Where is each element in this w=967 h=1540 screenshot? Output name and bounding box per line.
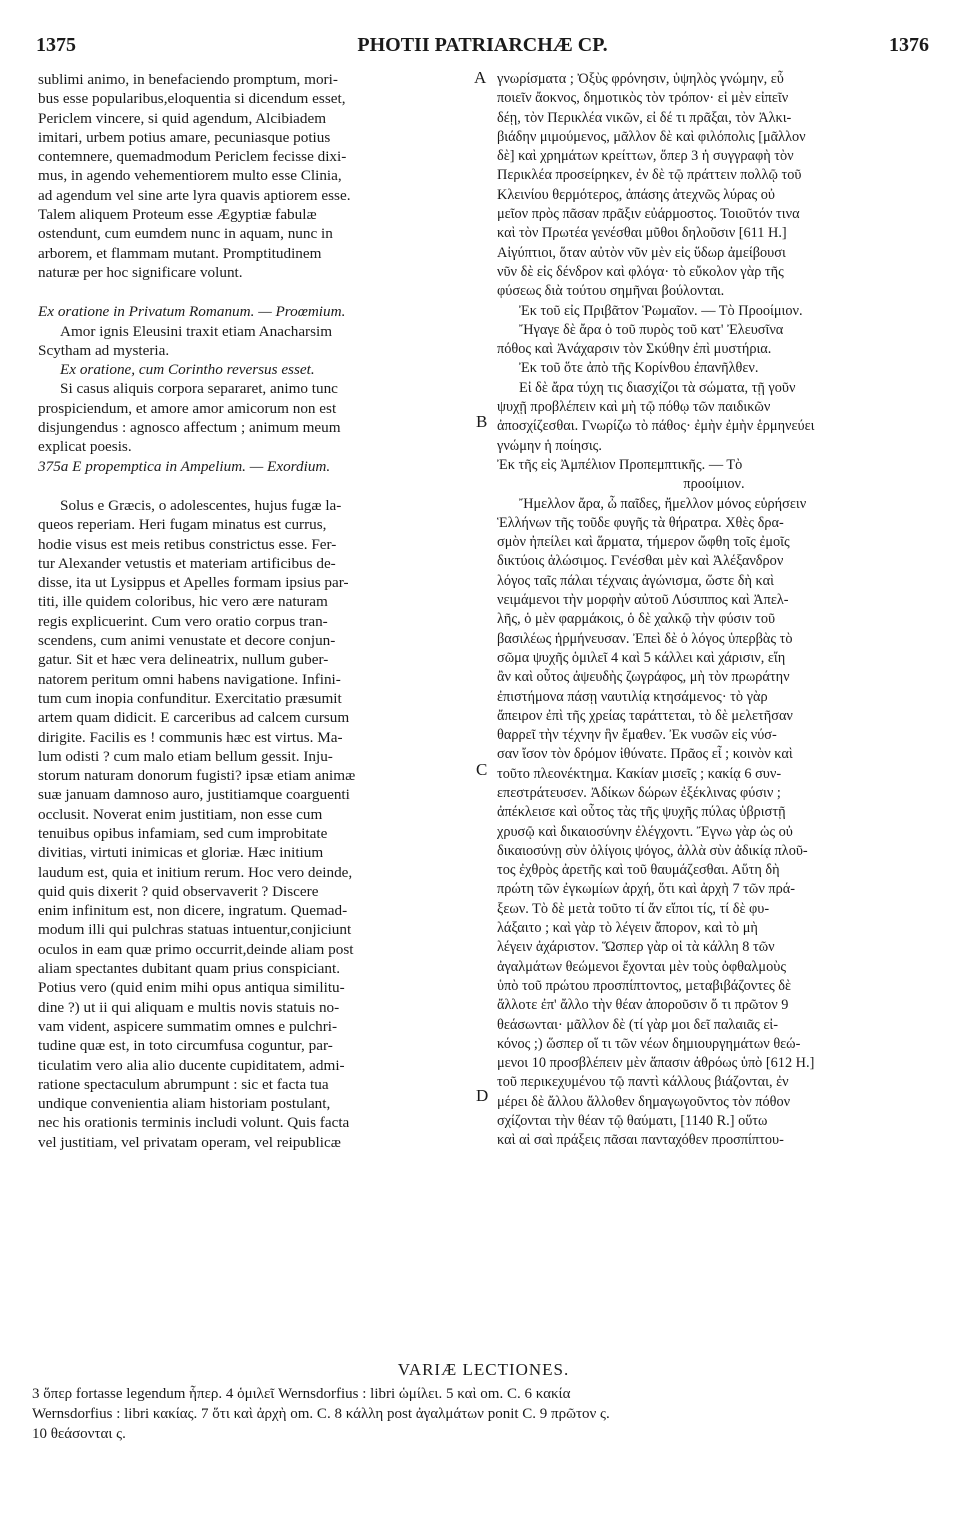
latin-line: arborem, et flammam mutant. Promptitudinem	[38, 244, 322, 262]
greek-line: πόθος καὶ Ἀνάχαρσιν τὸν Σκύθην ἐπὶ μυστήρια.	[497, 341, 772, 358]
greek-line: ξεων. Τὸ δὲ μετὰ τοῦτο τί ἄν εἴποι τίς, τί δὲ φυ-	[497, 900, 770, 917]
latin-line: disse, ita ut Lysippus et Apelles formam ipsius par-	[38, 574, 349, 592]
greek-line: ἄπειρον ἐπὶ τῆς χρείας ταράττεται, τὸ δὲ μελετῆσαν	[497, 707, 793, 724]
latin-line: divitias, virtuti inimicas et gloriæ. Hæc initium	[38, 844, 324, 862]
greek-heading: προοίμιον.	[683, 476, 745, 493]
latin-line: vam vident, aspicere summatim omnes e pulchri-	[38, 1017, 338, 1035]
greek-line: θεάσωνται· μᾶλλον δὲ (τί γὰρ μοι δεῖ παλαιᾶς εἰ-	[497, 1016, 779, 1033]
latin-line: Amor ignis Eleusini traxit etiam Anacharsim	[60, 322, 333, 340]
page-number-left: 1375	[36, 34, 76, 56]
greek-line: ἐπιστήμονα πάσῃ ναυτιλίᾳ κτησάμενος· τὸ γὰρ	[497, 688, 768, 705]
latin-line: undique convenientia aliam historiam postulant,	[38, 1095, 331, 1113]
latin-line: disjungendus : agnosco affectum ; animum meum	[38, 419, 341, 437]
greek-line: ἀποσχίζεσθαι. Γνωρίζω τὸ πάθος· ἐμὴν ἐμὴν ἑρμηνεύει	[497, 418, 815, 435]
latin-line: aliam spectantes dubitant quam prius conspiciant.	[38, 960, 340, 978]
latin-line: mus, in agendo vehementiorem multo esse Clinia,	[38, 167, 342, 185]
latin-line: suæ januam damnoso auro, justitiamque coarguenti	[38, 786, 350, 804]
greek-line: τοῦτο πλεονέκτημα. Κακίαν μισεῖς ; κακίᾳ 6 συν-	[497, 765, 782, 782]
section-marker-a: A	[474, 68, 487, 87]
greek-line: Ἑλλήνων τῆς τοῦδε φυγῆς τὰ θήρατρα. Χθὲς δρα-	[497, 514, 784, 531]
latin-line: occlusit. Noverat enim justitiam, non esse cum	[38, 805, 323, 823]
latin-line: oculos in eam quæ primo occurrit,deinde aliam post	[38, 940, 354, 958]
latin-line: bus esse popularibus,eloquentia si dicendum esset,	[38, 90, 346, 108]
latin-line: dirigite. Facilis es ! communis hæc est virtus. Ma-	[38, 728, 343, 746]
latin-line: modum illi qui pulchras statuas intuentur,conjiciunt	[38, 921, 352, 939]
greek-line: γνώμην ἡ ποίησις.	[497, 437, 602, 454]
greek-line: πρώτη τῶν ἐγκωμίων ἀρχή, ὅτι καὶ ἀρχὴ 7 τῶν πρά-	[497, 881, 795, 898]
spacer	[38, 476, 473, 496]
greek-line: καὶ αἱ σαὶ πράξεις πᾶσαι πανταχόθεν προσπίπτου-	[497, 1132, 784, 1149]
greek-line: μενοι 10 προσβλέπειν μὲν ἅπασιν ἀθρόως ὑπὸ [612 H.]	[497, 1055, 815, 1072]
greek-line: λῆς, ὁ μὲν φαρμάκοις, ὁ δὲ χαλκῷ τὴν φύσιν τοῦ	[497, 611, 776, 628]
greek-line: λόγος ταῖς πάλαι τέχναις ἀγώνισμα, ὥστε δὴ καὶ	[497, 572, 774, 589]
greek-line: μεῖον πρὸς πᾶσαν πρᾶξιν εὐάρμοστος. Τοιοῦτόν τινα	[497, 206, 800, 223]
latin-line: Periclem vincere, si quid agendum, Alcibiadem	[38, 109, 327, 127]
greek-line: σῶμα ψυχῆς ὁμιλεῖ 4 καὶ 5 κάλλει καὶ χάρισιν, εἴη	[497, 649, 786, 666]
greek-line: κόνος ;) ὥσπερ οἵ τι τῶν νέων δημιουργημάτων θεώ-	[497, 1035, 801, 1052]
latin-line: hodie visus est meis retibus constrictus esse. Fer-	[38, 535, 337, 553]
greek-line: δικτύοις ἁλώσιμος. Γενέσθαι μὲν καὶ Ἀλέξανδρον	[497, 553, 784, 570]
latin-line: tum cum inopia confunditur. Exercitatio præsumit	[38, 689, 342, 707]
greek-line: τοῦ περικεχυμένου τῷ παντὶ κάλλους βιάζονται, ἐν	[497, 1074, 789, 1091]
greek-line: σχίζονται τὴν θέαν τῷ θαύματι, [1140 R.] οὕτω	[497, 1113, 768, 1130]
greek-line: θαρρεῖ τὴν τέχνην ἣν ἔμαθεν. Ἐκ νυσῶν εἰς νύσ-	[497, 727, 777, 744]
greek-heading: Ἐκ τῆς εἰς Ἀμπέλιον Προπεμπτικῆς. — Τὸ	[497, 456, 743, 473]
greek-heading: Ἐκ τοῦ εἰς Πριβᾶτον Ῥωμαῖον. — Τὸ Προοίμιον.	[519, 302, 803, 319]
latin-line: Potius vero (quid enim mihi opus antiqua similitu-	[38, 979, 345, 997]
latin-line: tur Alexander vetustis et materiam artificibus de-	[38, 554, 336, 572]
latin-line: vel justitiam, vel privatam operam, vel reipublicæ	[38, 1133, 341, 1151]
section-marker-b: B	[476, 412, 488, 431]
running-title: PHOTII PATRIARCHÆ CP.	[357, 34, 608, 56]
latin-line: ticulatim vero alia alio ducente cupiditatem, admi-	[38, 1056, 345, 1074]
greek-column	[497, 70, 931, 1151]
latin-line: nec his orationis terminis includi volunt. Quis facta	[38, 1114, 350, 1132]
latin-heading: Ex oratione in Privatum Romanum. — Proœmium.	[38, 303, 346, 321]
greek-line: ποιεῖν ἄοκνος, δημοτικὸς τὸν τρόπον· εἰ μὲν εἰπεῖν	[497, 90, 789, 107]
greek-line: δέῃ, τὸν Περικλέα νικῶν, εἰ δέ τι πρᾶξαι, τὸν Ἀλκι-	[497, 109, 792, 126]
greek-line: λάξαιτο ; καὶ γὰρ τὸ λέγειν ἄπορον, καὶ τὸ μὴ	[497, 920, 758, 937]
latin-line: regis explicuerint. Cum vero oratio corpus tran-	[38, 612, 328, 630]
latin-line: laudum est, quia et initium rerum. Hoc vero deinde,	[38, 863, 353, 881]
greek-line: τος ἐχθρὸς ἀρετῆς καὶ τοῦ θαυμάζεσθαι. Αὕτη δὴ	[497, 862, 780, 879]
latin-line: natorem peritum omni habens navigatione. Infini-	[38, 670, 341, 688]
latin-line: ad agendum vel sine arte lyra quavis aptiorem esse.	[38, 186, 351, 204]
latin-line: lum odisti ? cum malo etiam bellum gessit. Inju-	[38, 747, 333, 765]
note-line: Wernsdorfius : libri κακίας. 7 ὅτι καὶ ἀρχὴ om. C. 8 κάλλη post ἀγαλμάτων ponit C. 9 πρῶτον ς.	[32, 1406, 610, 1422]
latin-line: explicat poesis.	[38, 438, 132, 456]
greek-line: νῦν δὲ εἰς δένδρον καὶ φλόγα· τὸ εὔκολον γὰρ τῆς	[497, 263, 784, 280]
greek-line: επεστράτευσεν. Ἀδίκων δώρων ἐξέκλινας φύσιν ;	[497, 784, 781, 801]
latin-line: sublimi animo, in benefaciendo promptum, mori-	[38, 71, 338, 88]
latin-line: tudine quæ est, in toto circumfusa coguntur, par-	[38, 1037, 333, 1055]
latin-line: naturæ per hoc significare volunt.	[38, 263, 243, 281]
greek-line: ἄλλοτε ἐπ' ἄλλο τὴν θέαν ἀποροῦσιν ὅ τι πρῶτον 9	[497, 997, 789, 1014]
latin-line: dine ?) ut ii qui aliquam e multis novis statuis no-	[38, 998, 340, 1016]
greek-line: Αἰγύπτιοι, ὅταν αὐτὸν νῦν μὲν εἰς ὕδωρ ἀμείβουσι	[497, 244, 786, 261]
greek-line: λέγειν ἀχάριστον. Ὥσπερ γὰρ οἱ τὰ κάλλη 8 τῶν	[497, 939, 775, 956]
latin-line: Solus e Græcis, o adolescentes, hujus fugæ la-	[60, 496, 342, 514]
variae-lectiones-notes	[32, 1384, 937, 1444]
greek-line: νειμάμενοι τὴν μορφὴν αὐτοῦ Λύσιππος καὶ Ἀπελ-	[497, 592, 789, 609]
page-header	[36, 34, 929, 60]
note-line: 3 ὅπερ fortasse legendum ἧπερ. 4 ὁμιλεῖ Wernsdorfius : libri ὡμίλει. 5 καὶ om. C. 6 κακία	[32, 1386, 571, 1402]
latin-line: Scytham ad mysteria.	[38, 341, 170, 359]
latin-line: queos reperiam. Heri fugam minatus est currus,	[38, 516, 327, 534]
greek-line: Ἤμελλον ἄρα, ὦ παῖδες, ἤμελλον μόνος εὑρήσειν	[519, 495, 807, 512]
greek-line: βασιλέως ἡρμήνευσαν. Ἐπεὶ δὲ ὁ λόγος ὑπερβὰς τὸ	[497, 630, 793, 647]
greek-line: Ἤγαγε δὲ ἄρα ὁ τοῦ πυρὸς τοῦ κατ' Ἐλευσῖνα	[519, 321, 784, 338]
greek-line: Εἰ δὲ ἄρα τύχη τις διασχίζοι τὰ σώματα, τῇ γοῦν	[519, 379, 796, 396]
latin-line: gatur. Sit et hæc vera delineatrix, nullum guber-	[38, 651, 329, 669]
latin-line: prospiciendum, et amore amor amicorum non est	[38, 399, 337, 417]
note-line: 10 θεάσονται ς.	[32, 1426, 126, 1442]
variae-lectiones-title: VARIÆ LECTIONES.	[397, 1360, 570, 1379]
greek-line: ψυχῇ προβλέπειν καὶ μὴ τῷ πόθῳ τῶν παιδικῶν	[497, 399, 771, 416]
greek-line: ἀπέκλεισε καὶ οὗτος τὰς τῆς ψυχῆς πύλας ὑβριστῇ	[497, 804, 786, 821]
latin-heading: Ex oratione, cum Corintho reversus esset.	[60, 361, 315, 379]
latin-line: Talem aliquem Proteum esse Ægyptiæ fabulæ	[38, 206, 317, 224]
greek-line: ἂν καὶ οὗτος ἀψευδὴς ζωγράφος, μὴ τὸν πρωράτην	[497, 669, 790, 686]
latin-heading: 375a E propemptica in Ampelium. — Exordium.	[38, 457, 331, 475]
section-marker-d: D	[476, 1086, 489, 1105]
greek-line: χρυσῷ καὶ δικαιοσύνην ἐλέγχοντι. Ἔγνω γὰρ ὡς οὐ	[497, 823, 793, 840]
greek-line: ἀγαλμάτων θεώμενοι ἔχονται μὲν τοὺς ὀφθαλμοὺς	[497, 958, 786, 975]
latin-line: quid quis dixerit ? quid observaverit ? Discere	[38, 882, 319, 900]
greek-line: Περικλέα προσείρηκεν, ἐν δὲ τῷ πράττειν πολλῷ τοῦ	[497, 167, 802, 184]
spacer	[38, 282, 473, 302]
greek-line: καὶ τὸν Πρωτέα γενέσθαι μῦθοι δηλοῦσιν [611 H.]	[497, 225, 787, 242]
latin-line: scendens, cum animi venustate et decore conjun-	[38, 632, 336, 650]
greek-line: φύσεως διὰ τούτου σημῆναι βούλονται.	[497, 283, 725, 300]
greek-line: δὲ] καὶ χρημάτων κρείττων, ὅπερ 3 ἡ συγγραφὴ τὸν	[497, 148, 794, 165]
section-marker-c: C	[476, 760, 488, 779]
page-number-right: 1376	[889, 34, 929, 56]
latin-line: Si casus aliquis corpora separaret, animo tunc	[60, 380, 338, 398]
latin-line: storum naturam donorum fugisti? ipsæ etiam animæ	[38, 767, 356, 785]
greek-line: σμὸν ἠπείλει καὶ ἅρματα, τήμερον ὤφθη τοῖς ἐμοῖς	[497, 534, 790, 551]
latin-line: contemnere, quemadmodum Periclem fecisse dixi-	[38, 148, 347, 166]
greek-heading: Ἐκ τοῦ ὅτε ἀπὸ τῆς Κορίνθου ἐπανῆλθεν.	[519, 360, 759, 377]
latin-line: enim infinitum est, non dicere, ingratum. Quemad-	[38, 902, 348, 920]
latin-line: artem quam didicit. E carceribus ad calcem cursum	[38, 709, 350, 727]
greek-line: Κλεινίου θερμότερος, ἁπάσης ἀτεχνῶς λύρας οὐ	[497, 186, 776, 203]
latin-line: imitari, urbem potius amare, pecuniasque potius	[38, 128, 331, 146]
latin-line: ostendunt, cum eumdem nunc in aquam, nunc in	[38, 225, 333, 243]
latin-line: tenuibus opibus infamiam, sed cum improbitate	[38, 824, 328, 842]
greek-line: ὑπὸ τοῦ πρώτου προσπίπτοντος, μεταβιβάζοντες δὲ	[497, 977, 791, 994]
greek-line: δικαιοσύνῃ σὺν ὀλίγοις ψόγος, ἀλλὰ σὺν ἀδικίᾳ πλοῦ-	[497, 842, 808, 859]
latin-line: titi, ille quidem coloribus, hic vero ære naturam	[38, 593, 328, 611]
greek-line: βιάδην μιμούμενος, μᾶλλον δὲ καὶ φιλόπολις [μᾶλλον	[497, 128, 806, 145]
greek-line: γνωρίσματα ; Ὀξὺς φρόνησιν, ὑψηλὸς γνώμην, εὖ	[497, 71, 784, 87]
greek-line: μέρει δὲ ἄλλου ἄλλοθεν δημαγωγοῦντος τὸν πόθον	[497, 1093, 791, 1110]
latin-line: ratione spectaculum abrumpunt : sic et facta tua	[38, 1075, 329, 1093]
greek-line: σαν ἴσον τὸν δρόμον ἰθύνατε. Πρᾶος εἶ ; κοινὸν καὶ	[497, 746, 793, 763]
latin-column	[38, 70, 473, 1152]
